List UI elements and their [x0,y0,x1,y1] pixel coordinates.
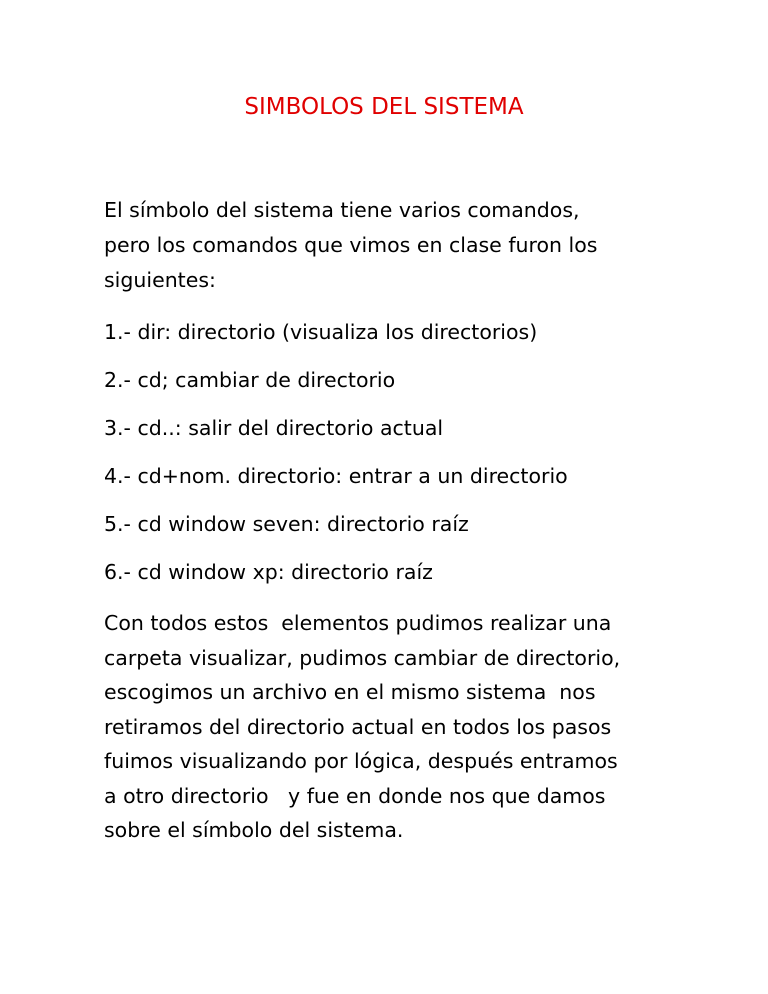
conclusion-paragraph [104,606,684,848]
conclusion-line: a otro directorio y fue en donde nos que damos [104,783,606,808]
command-list [104,318,684,586]
conclusion-line: fuimos visualizando por lógica, después entramos [104,749,618,773]
intro-line: El símbolo del sistema tiene varios comandos, [104,198,580,222]
command-item: 5.- cd window seven: directorio raíz [104,512,469,536]
command-item: 1.- dir: directorio (visualiza los directorios) [104,320,538,344]
command-item: 4.- cd+nom. directorio: entrar a un directorio [104,464,568,488]
intro-line: pero los comandos que vimos en clase furon los [104,233,598,257]
document-body [104,193,684,848]
conclusion-line: escogimos un archivo en el mismo sistema nos [104,680,596,704]
conclusion-line: sobre el símbolo del sistema. [104,818,404,842]
conclusion-line: Con todos estos elementos pudimos realizar una [104,611,612,635]
command-item: 6.- cd window xp: directorio raíz [104,560,433,584]
intro-line: siguientes: [104,268,216,292]
conclusion-line: retiramos del directorio actual en todos los pasos [104,714,612,739]
command-item: 2.- cd; cambiar de directorio [104,368,396,392]
page-title: SIMBOLOS DEL SISTEMA [244,94,524,120]
intro-paragraph [104,193,684,298]
command-item: 3.- cd..: salir del directorio actual [104,416,444,440]
conclusion-line: carpeta visualizar, pudimos cambiar de directorio, [104,645,621,670]
